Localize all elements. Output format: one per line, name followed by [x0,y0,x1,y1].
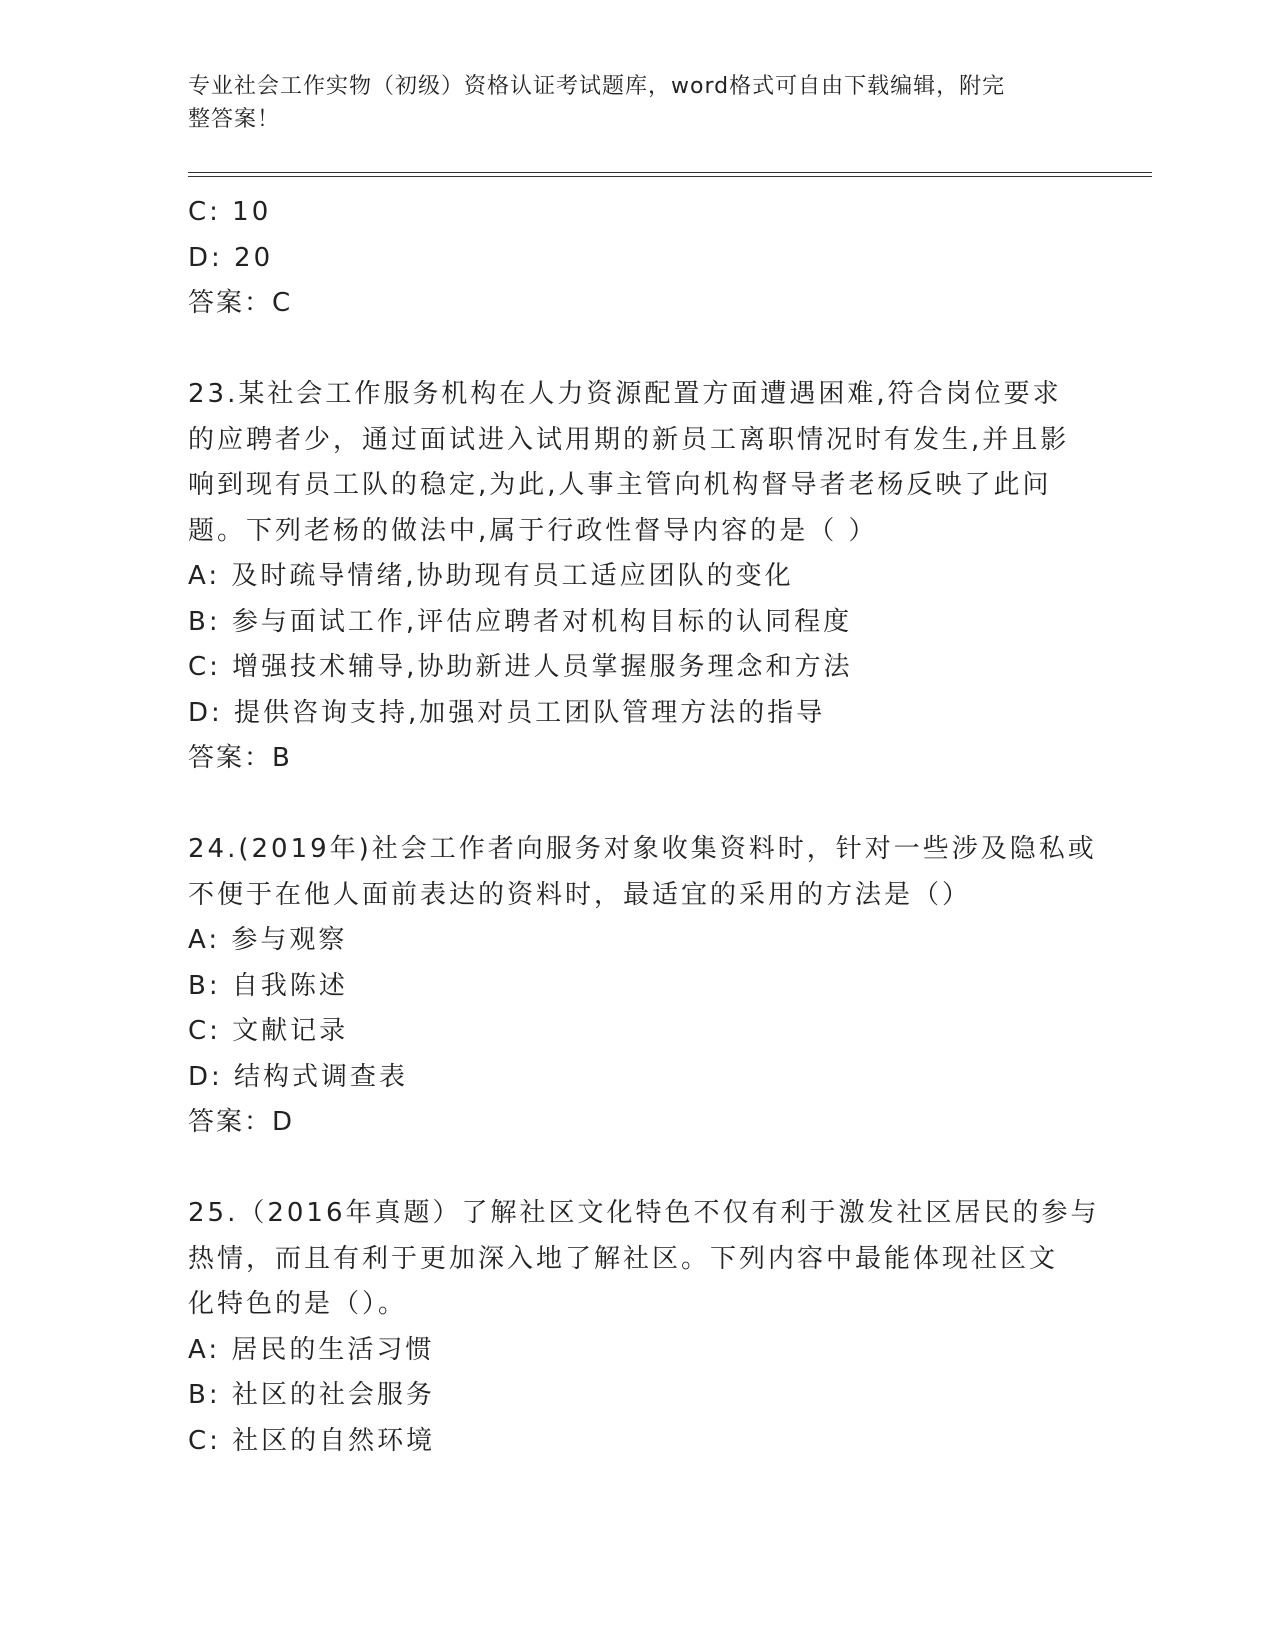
question-24 [188,827,1108,1146]
question-stem-line: 响到现有员工队的稳定,为此,人事主管向机构督导者老杨反映了此问 [188,470,1052,500]
option-a: A: 参与观察 [188,925,348,955]
option-c: C: 增强技术辅导,协助新进人员掌握服务理念和方法 [188,652,853,682]
option-c: C: 社区的自然环境 [188,1425,436,1456]
option-b: B: 参与面试工作,评估应聘者对机构目标的认同程度 [188,606,853,637]
previous-question-tail [188,190,1108,327]
header-line-2: 整答案！ [188,107,281,132]
question-stem-line: 热情，而且有利于更加深入地了解社区。下列内容中最能体现社区文 [188,1243,1059,1274]
option-a: A: 及时疏导情绪,协助现有员工适应团队的变化 [188,561,794,591]
option-b: B: 社区的社会服务 [188,1380,435,1410]
question-stem-line: 化特色的是（）。 [188,1289,408,1319]
question-stem-line: 的应聘者少，通过面试进入试用期的新员工离职情况时有发生,并且影 [188,424,1070,455]
question-list [188,190,1108,1464]
question-stem-line: 题。下列老杨的做法中,属于行政性督导内容的是（ ） [188,515,878,546]
option-c: C: 10 [188,197,272,227]
question-stem-line: 不便于在他人面前表达的资料时，最适宜的采用的方法是（） [188,879,972,910]
answer-line: 答案：D [188,1107,295,1137]
answer-line: 答案：C [188,288,293,318]
option-d: D: 提供咨询支持,加强对员工团队管理方法的指导 [188,697,826,728]
option-a: A: 居民的生活习惯 [188,1334,435,1365]
question-25 [188,1191,1108,1464]
question-stem-line: 24.(2019年)社会工作者向服务对象收集资料时，针对一些涉及隐私或 [188,834,1097,864]
option-c: C: 文献记录 [188,1016,349,1046]
option-b: B: 自我陈述 [188,970,348,1001]
question-stem-line: 23.某社会工作服务机构在人力资源配置方面遭遇困难,符合岗位要求 [188,379,1062,409]
option-d: D: 结构式调查表 [188,1061,409,1092]
header-divider-top [188,172,1152,173]
answer-line: 答案：B [188,743,292,773]
header-divider-bottom [188,176,1152,177]
option-d: D: 20 [188,242,274,273]
question-stem-line: 25.（2016年真题）了解社区文化特色不仅有利于激发社区居民的参与 [188,1198,1100,1228]
header-line-1: 专业社会工作实物（初级）资格认证考试题库，word格式可自由下载编辑，附完 [188,74,1006,99]
document-header [188,70,1088,136]
question-23 [188,372,1108,782]
